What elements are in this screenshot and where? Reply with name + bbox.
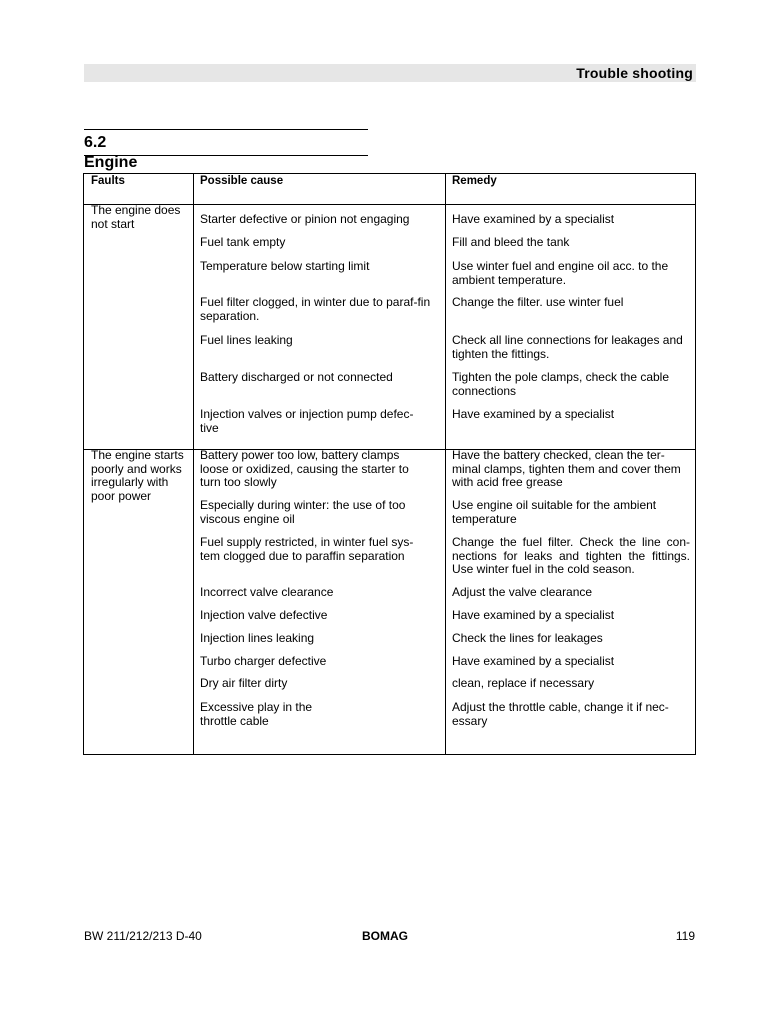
remedy-cell: Tighten the pole clamps, check the cable connections [452, 370, 670, 398]
page-number: 119 [675, 929, 695, 943]
cause-cell: Incorrect valve clearance [200, 585, 334, 599]
fault-cell: The engine starts poorly and works irregularly with poor power [91, 448, 184, 503]
footer-brand: BOMAG [362, 929, 408, 943]
troubleshooting-table [83, 173, 696, 755]
remedy-cell: Use winter fuel and engine oil acc. to the ambient temperature. [452, 259, 669, 287]
header-bar [84, 64, 696, 82]
remedy-cell: clean, replace if necessary [452, 676, 595, 690]
header-title: Trouble shooting [576, 65, 693, 81]
remedy-cell: Adjust the throttle cable, change it if nec-essary [452, 700, 669, 728]
remedy-cell: Have the battery checked, clean the ter-minal clamps, tighten them and cover them with acid free grease [452, 448, 681, 489]
remedy-cell: Adjust the valve clearance [452, 585, 593, 599]
remedy-cell: Have examined by a specialist [452, 608, 615, 622]
section-number: 6.2 [84, 134, 107, 151]
cause-cell: Injection valves or injection pump defec-tive [200, 407, 414, 435]
cause-cell: Fuel filter clogged, in winter due to paraf-fin separation. [200, 295, 431, 323]
remedy-cell: Use engine oil suitable for the ambient temperature [452, 498, 657, 526]
remedy-cell: Change the fuel filter. Check the line con-nections for leaks and tighten the fittings. Use winter fuel in the cold season. [452, 535, 690, 576]
cause-cell: Temperature below starting limit [200, 259, 370, 273]
remedy-cell: Have examined by a specialist [452, 654, 615, 668]
remedy-cell: Have examined by a specialist [452, 407, 615, 421]
remedy-cell: Check all line connections for leakages and tighten the fittings. [452, 333, 683, 361]
cause-cell: Battery power too low, battery clamps loose or oxidized, causing the starter to turn too slowly [200, 448, 409, 489]
section-rule-top [84, 129, 368, 130]
cause-cell: Fuel lines leaking [200, 333, 293, 347]
column-header-faults: Faults [91, 175, 125, 187]
column-header-remedy: Remedy [452, 175, 497, 187]
cause-cell: Excessive play in the throttle cable [200, 700, 313, 728]
cause-cell: Injection lines leaking [200, 631, 315, 645]
cause-cell: Injection valve defective [200, 608, 328, 622]
cause-cell: Starter defective or pinion not engaging [200, 212, 410, 226]
column-divider [193, 174, 194, 754]
remedy-cell: Change the filter. use winter fuel [452, 295, 624, 309]
column-header-cause: Possible cause [200, 175, 284, 187]
column-divider [445, 174, 446, 754]
cause-cell: Battery discharged or not connected [200, 370, 393, 384]
remedy-cell: Fill and bleed the tank [452, 235, 570, 249]
cause-cell: Especially during winter: the use of too viscous engine oil [200, 498, 406, 526]
cause-cell: Fuel tank empty [200, 235, 286, 249]
remedy-cell: Check the lines for leakages [452, 631, 603, 645]
cause-cell: Turbo charger defective [200, 654, 327, 668]
footer-model: BW 211/212/213 D-40 [84, 929, 202, 943]
cause-cell: Dry air filter dirty [200, 676, 288, 690]
cause-cell: Fuel supply restricted, in winter fuel sys-tem clogged due to paraffin separation [200, 535, 414, 563]
section-title: Engine [84, 154, 138, 171]
fault-cell: The engine does not start [91, 203, 181, 231]
remedy-cell: Have examined by a specialist [452, 212, 615, 226]
